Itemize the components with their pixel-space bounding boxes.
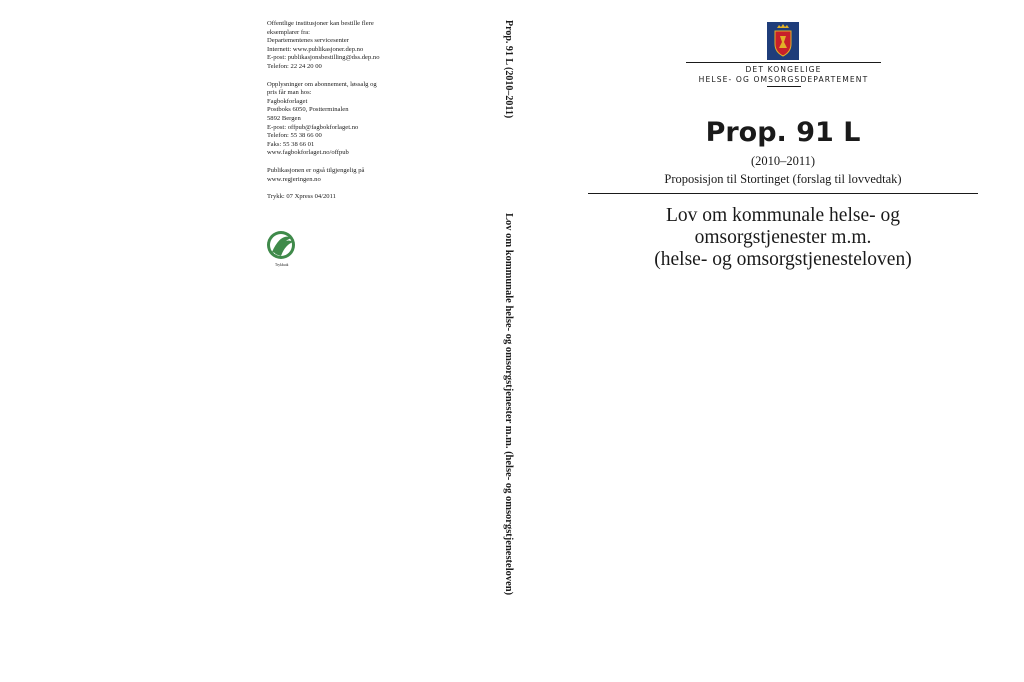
proposition-title: Prop. 91 L [705, 117, 861, 148]
dept-line-1: DET KONGELIGE [745, 65, 822, 74]
subscription-line: Fagbokforlaget [267, 97, 308, 105]
royal-crest-icon [767, 22, 799, 60]
subscription-info [267, 81, 497, 158]
law-title-line: Lov om kommunale helse- og [666, 205, 900, 226]
ecolabel-icon [267, 228, 297, 268]
law-title-line: (helse- og omsorgstjenesteloven) [654, 249, 912, 270]
subscription-line: E-post: offpub@fagbokforlaget.no [267, 123, 359, 131]
subscription-line: Telefon: 55 38 66 00 [267, 132, 322, 140]
order-line: Offentlige institusjoner kan bestille flere [267, 20, 374, 27]
subscription-line: www.fagbokforlaget.no/offpub [267, 149, 349, 157]
publication-line: www.regjeringen.no [267, 175, 321, 183]
dept-top-rule [686, 62, 881, 63]
order-line: Internett: www.publikasjoner.dep.no [267, 45, 364, 53]
subscription-line: 5892 Bergen [267, 114, 301, 122]
law-title [588, 205, 978, 271]
dept-underline [767, 86, 801, 87]
publication-line: Publikasjonen er også tilgjengelig på [267, 166, 365, 174]
department-name [686, 60, 881, 87]
law-title-line: omsorgstjenester m.m. [694, 227, 872, 248]
print-line: Trykk: 07 Xpress 04/2011 [267, 193, 336, 201]
print-info [267, 193, 497, 202]
subscription-line: Faks: 55 38 66 01 [267, 140, 315, 148]
proposition-subtitle: Proposisjon til Stortinget (forslag til lovvedtak) [664, 172, 902, 186]
order-info [267, 20, 497, 72]
publication-info [267, 167, 497, 184]
order-line: Telefon: 22 24 20 00 [267, 62, 322, 70]
spine [503, 20, 523, 620]
order-line: E-post: publikasjonsbestilling@dss.dep.no [267, 54, 380, 62]
spine-title: Lov om kommunale helse- og omsorgstjenester m.m. (helse- og omsorgstjenesteloven) [503, 213, 514, 596]
order-line: Departementenes servicesenter [267, 37, 349, 45]
session-years: (2010–2011) [750, 154, 816, 168]
ecolabel-caption: Trykksak [275, 263, 289, 267]
spine-number: Prop. 91 L (2010–2011) [503, 20, 514, 119]
dept-line-2: HELSE- OG OMSORGSDEPARTEMENT [698, 75, 869, 84]
subscription-line: Opplysninger om abonnement, løssalg og [267, 80, 377, 88]
back-cover-info [267, 20, 497, 211]
divider [588, 193, 978, 194]
order-line: eksemplarer fra: [267, 28, 311, 36]
subscription-line: pris får man hos: [267, 89, 312, 97]
subscription-line: Postboks 6050, Postterminalen [267, 106, 349, 114]
